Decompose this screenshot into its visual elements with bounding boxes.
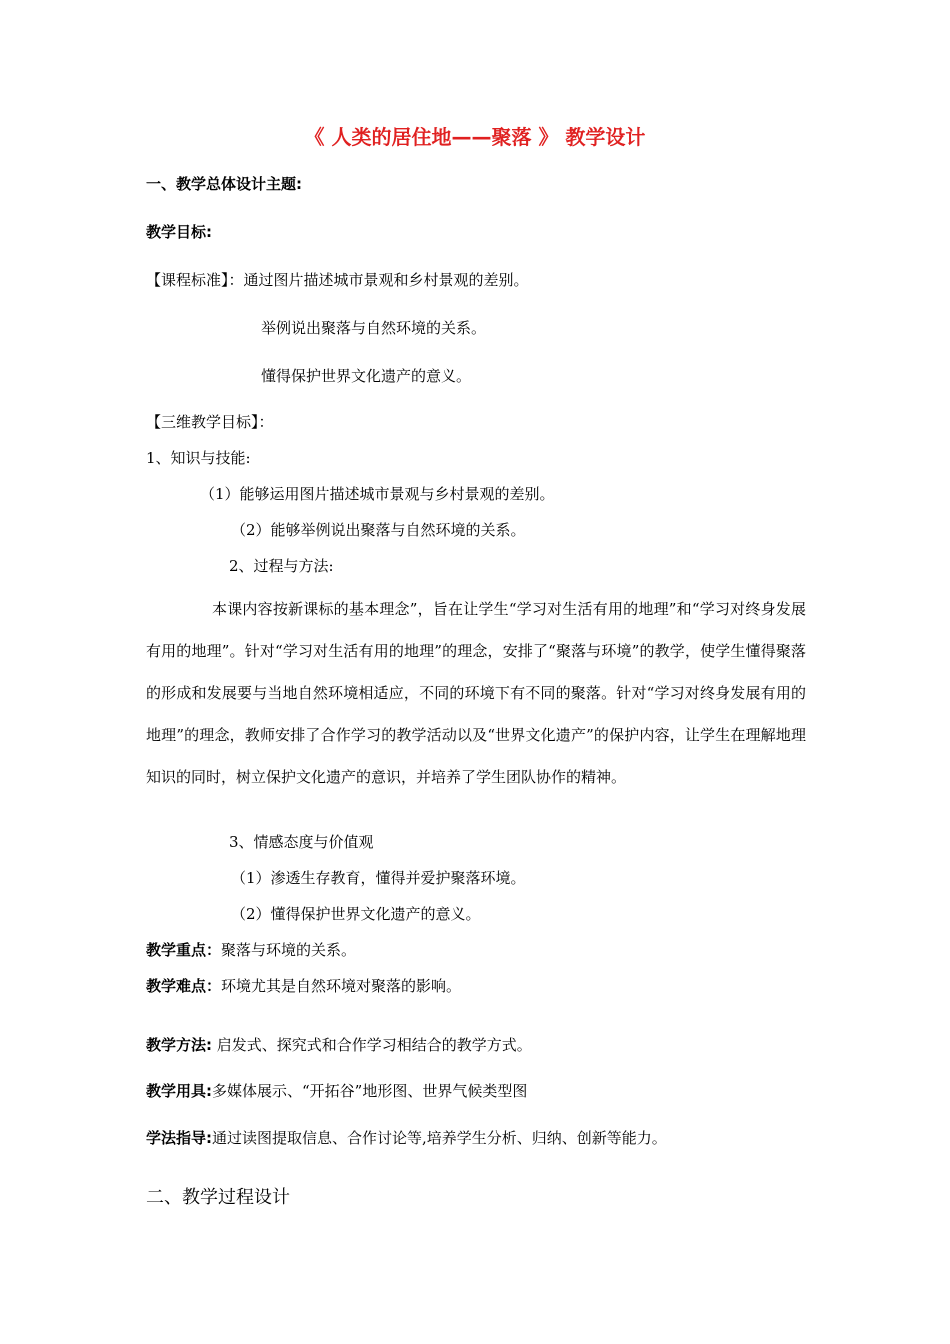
emotion-item: （1）渗透生存教育，懂得并爱护聚落环境。 (231, 869, 526, 887)
key-point-line (146, 940, 356, 960)
guidance-line (146, 1128, 667, 1148)
emotion-values-heading: 3、情感态度与价值观 (229, 833, 374, 851)
tools-line (146, 1081, 527, 1101)
curriculum-standard-item: 举例说出聚落与自然环境的关系。 (261, 319, 487, 337)
knowledge-skills-heading: 1、知识与技能: (146, 449, 251, 467)
method-text: 启发式、探究式和合作学习相结合的教学方式。 (212, 1036, 532, 1054)
method-label: 教学方法: (146, 1036, 212, 1054)
guidance-label: 学法指导: (146, 1129, 212, 1147)
key-point-label: 教学重点： (146, 941, 222, 959)
emotion-item: （2）懂得保护世界文化遗产的意义。 (231, 905, 481, 923)
key-point-text: 聚落与环境的关系。 (221, 941, 357, 959)
section-2-heading: 二、教学过程设计 (146, 1187, 290, 1208)
objectives-heading: 教学目标: (146, 223, 212, 241)
difficulty-label: 教学难点： (146, 977, 222, 995)
knowledge-item: （1）能够运用图片描述城市景观与乡村景观的差别。 (200, 485, 555, 503)
curriculum-standard-item: 通过图片描述城市景观和乡村景观的差别。 (243, 271, 529, 289)
method-line (146, 1035, 532, 1055)
document-title: 《 人类的居住地——聚落 》 教学设计 (304, 125, 646, 149)
curriculum-standard-item: 懂得保护世界文化遗产的意义。 (261, 367, 472, 385)
process-method-heading: 2、过程与方法: (229, 557, 334, 575)
curriculum-standard-label: 【课程标准】： (146, 271, 244, 289)
knowledge-item: （2）能够举例说出聚落与自然环境的关系。 (231, 521, 526, 539)
guidance-text: 通过读图提取信息、合作讨论等,培养学生分析、归纳、创新等能力。 (212, 1129, 667, 1147)
tools-label: 教学用具: (146, 1082, 212, 1100)
difficulty-line (146, 976, 461, 996)
three-dimensional-objectives-label: 【三维教学目标】： (146, 413, 274, 431)
difficulty-text: 环境尤其是自然环境对聚落的影响。 (221, 977, 462, 995)
section-1-heading: 一、教学总体设计主题: (146, 175, 302, 193)
tools-text: 多媒体展示、“开拓谷”地形图、世界气候类型图 (212, 1082, 528, 1100)
curriculum-standard-line (146, 270, 529, 290)
process-method-paragraph: 本课内容按新课标的基本理念”，旨在让学生“学习对生活有用的地理”和“学习对终身发展有用的地理”。针对“学习对生活有用的地理”的理念，安排了“聚落与环境”的教学，使学生懂得聚落的形成和发展要与当地自然环境相适应，不同的环境下有不同的聚落。针对“学习对终身发展有用的地理”的理念，教师安排了合作学习的教学活动以及“世界文化遗产”的保护内容，让学生在理解地理知识的同时，树立保护文化遗产的意识，并培养了学生团队协作的精神。 (146, 600, 806, 786)
